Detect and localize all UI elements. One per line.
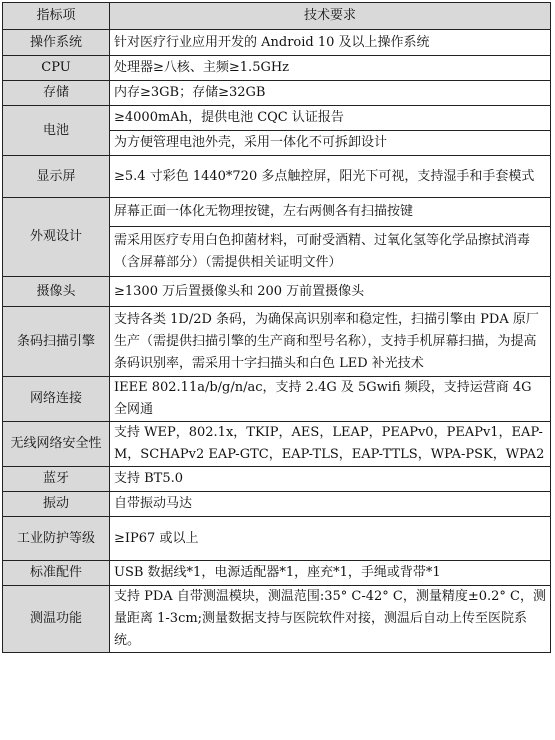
- requirement-cell: 针对医疗行业应用开发的 Android 10 及以上操作系统: [110, 30, 551, 56]
- indicator-cell: 摄像头: [3, 277, 110, 307]
- table-row: [3, 81, 551, 106]
- indicator-cell: 条码扫描引擎: [3, 307, 110, 377]
- requirement-cell: IEEE 802.11a/b/g/n/ac，支持 2.4G 及 5Gwifi 频段，支持运营商 4G 全网通: [110, 377, 551, 422]
- indicator-cell: 电池: [3, 106, 110, 156]
- indicator-cell: CPU: [3, 56, 110, 81]
- requirement-cell: 自带振动马达: [110, 492, 551, 517]
- requirement-cell: USB 数据线*1，电源适配器*1，座充*1，手绳或背带*1: [110, 561, 551, 586]
- requirement-cell: 处理器≥八核、主频≥1.5GHz: [110, 56, 551, 81]
- table-row: [3, 517, 551, 561]
- header-indicator: 指标项: [3, 3, 110, 30]
- spec-body: [3, 30, 551, 653]
- indicator-cell: 标准配件: [3, 561, 110, 586]
- indicator-cell: 显示屏: [3, 156, 110, 198]
- indicator-cell: 外观设计: [3, 198, 110, 277]
- table-row: [3, 30, 551, 56]
- indicator-cell: 工业防护等级: [3, 517, 110, 561]
- requirement-cell: 支持各类 1D/2D 条码，为确保高识别率和稳定性，扫描引擎由 PDA 原厂生产（需提供扫描引擎的生产商和型号名称），支持手机屏幕扫描，为提高条码识别率，需采用十字扫描头和白色 LED 补光技术: [110, 307, 551, 377]
- requirement-cell: 支持 PDA 自带测温模块，测温范围:35° C-42° C，测量精度±0.2° C，测量距离 1-3cm;测量数据支持与医院软件对接，测温后自动上传至医院系统。: [110, 586, 551, 653]
- indicator-cell: 无线网络安全性: [3, 422, 110, 467]
- table-row: [3, 561, 551, 586]
- requirement-cell: ≥4000mAh，提供电池 CQC 认证报告: [110, 106, 551, 131]
- requirement-cell: ≥5.4 寸彩色 1440*720 多点触控屏，阳光下可视，支持湿手和手套模式: [110, 156, 551, 198]
- indicator-cell: 蓝牙: [3, 467, 110, 492]
- table-row: [3, 492, 551, 517]
- table-row: [3, 277, 551, 307]
- table-row: [3, 422, 551, 467]
- requirement-cell: 支持 WEP，802.1x，TKIP，AES，LEAP，PEAPv0，PEAPv1，EAP-M，SCHAPv2 EAP-GTC，EAP-TLS，EAP-TTLS，WPA-PSK，WPA2: [110, 422, 551, 467]
- table-row: [3, 156, 551, 198]
- indicator-cell: 振动: [3, 492, 110, 517]
- requirement-cell: ≥1300 万后置摄像头和 200 万前置摄像头: [110, 277, 551, 307]
- requirement-cell: ≥IP67 或以上: [110, 517, 551, 561]
- header-requirement: 技术要求: [110, 3, 551, 30]
- spec-table: [2, 2, 551, 653]
- requirement-cell: 屏幕正面一体化无物理按键，左右两侧各有扫描按键: [110, 198, 551, 227]
- table-row: [3, 56, 551, 81]
- indicator-cell: 存储: [3, 81, 110, 106]
- table-row: [3, 307, 551, 377]
- requirement-cell: 为方便管理电池外壳，采用一体化不可拆卸设计: [110, 131, 551, 156]
- table-row: [3, 586, 551, 653]
- indicator-cell: 网络连接: [3, 377, 110, 422]
- indicator-cell: 操作系统: [3, 30, 110, 56]
- table-row: [3, 198, 551, 227]
- table-row: [3, 377, 551, 422]
- table-row: [3, 467, 551, 492]
- table-row: [3, 106, 551, 131]
- requirement-cell: 支持 BT5.0: [110, 467, 551, 492]
- indicator-cell: 测温功能: [3, 586, 110, 653]
- table-header-row: [3, 3, 551, 30]
- requirement-cell: 需采用医疗专用白色抑菌材料，可耐受酒精、过氧化氢等化学品擦拭消毒（含屏幕部分）（需提供相关证明文件）: [110, 227, 551, 277]
- requirement-cell: 内存≥3GB；存储≥32GB: [110, 81, 551, 106]
